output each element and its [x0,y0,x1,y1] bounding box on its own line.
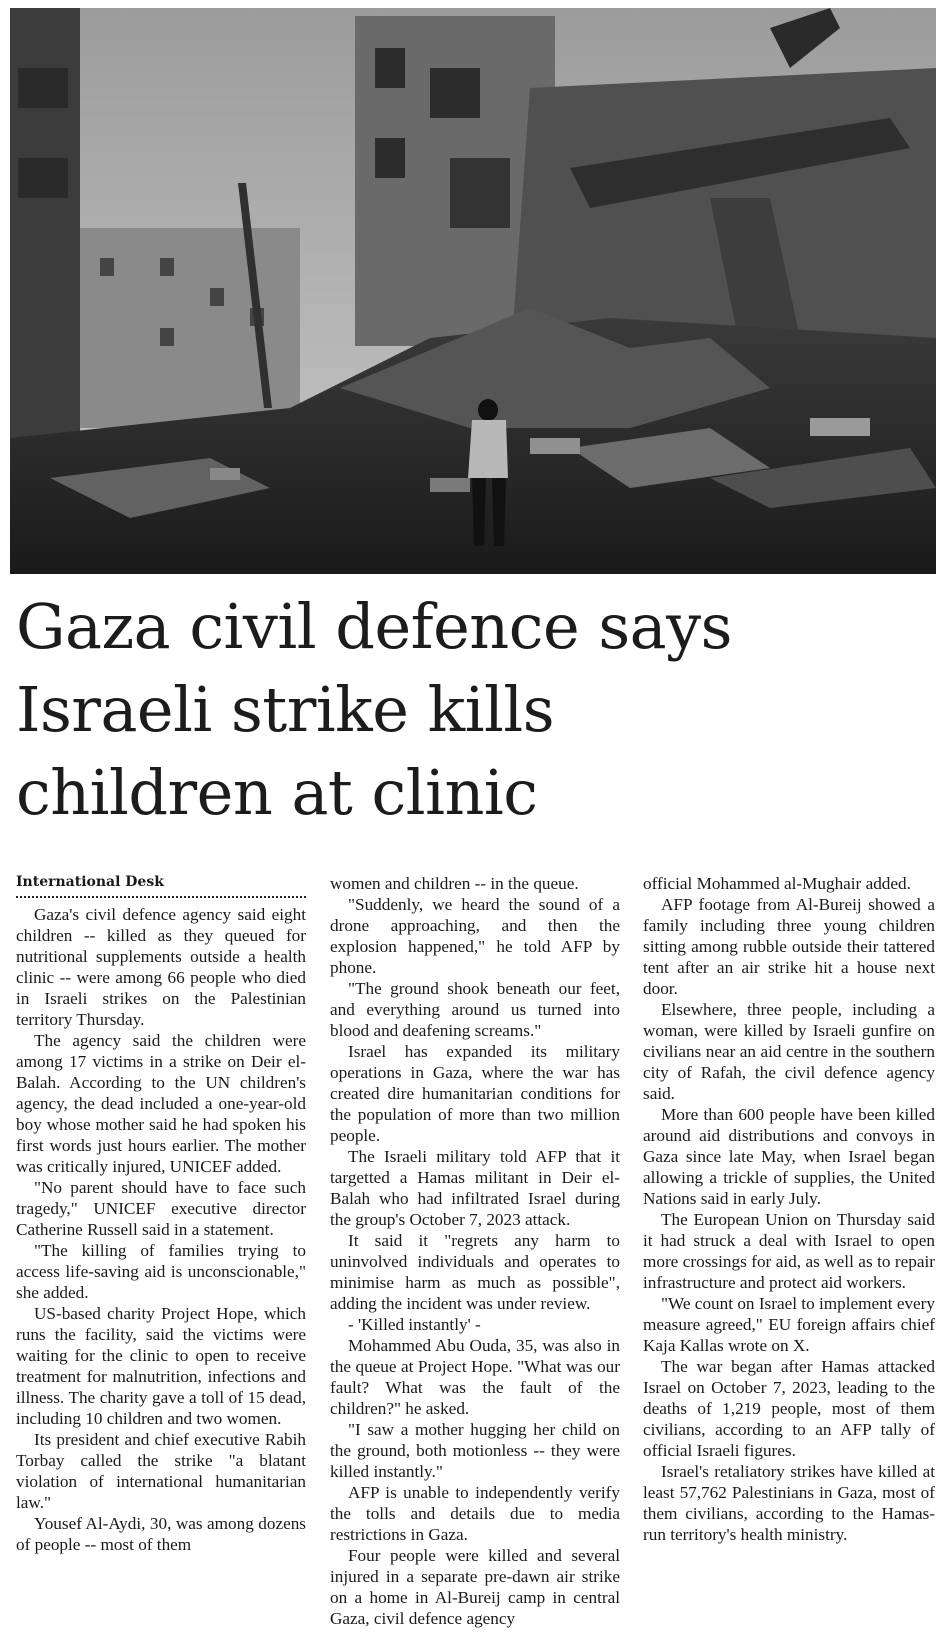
subheading: - 'Killed instantly' - [348,1315,481,1334]
paragraph: The agency said the children were among 17 victims in a strike on Deir el-Balah. According to the UN children's agency, the dead included a one-year-old boy whose mother said he had spoken his first words just hours earlier. The mother was critically injured, UNICEF added. [16,1031,306,1176]
article-column-2 [330,873,620,1629]
paragraph: Israel's retaliatory strikes have killed at least 57,762 Palestinians in Gaza, most of them civilians, according to the Hamas-run territory's health ministry. [643,1462,935,1544]
paragraph: Its president and chief executive Rabih Torbay called the strike "a blatant violation of international humanitarian law." [16,1430,306,1512]
headline-line: children at clinic [16,756,538,829]
paragraph: US-based charity Project Hope, which runs the facility, said the victims were waiting for the clinic to open to receive treatment for malnutrition, infections and illness. The charity gave a toll of 15 dead, including 10 children and two women. [16,1304,306,1428]
paragraph: Mohammed Abu Ouda, 35, was also in the queue at Project Hope. "What was our fault? What was the fault of the children?" he asked. [330,1336,620,1418]
headline-line: Gaza civil defence says [16,590,732,663]
paragraph: AFP footage from Al-Bureij showed a family including three young children sitting among rubble outside their tattered tent after an air strike hit a house next door. [643,895,935,998]
paragraph: Four people were killed and several injured in a separate pre-dawn air strike on a home in Al-Bureij camp in central Gaza, civil defence agency [330,1546,620,1628]
paragraph: "We count on Israel to implement every measure agreed," EU foreign affairs chief Kaja Kallas wrote on X. [643,1294,935,1355]
rubble-photo-icon [10,8,936,574]
paragraph: It said it "regrets any harm to uninvolved individuals and operates to minimise harm as much as possible", adding the incident was under review. [330,1231,620,1313]
paragraph: The war began after Hamas attacked Israel on October 7, 2023, leading to the deaths of 1,219 people, most of them civilians, according to an AFP tally of official Israeli figures. [643,1357,935,1460]
article-photo [10,8,936,574]
paragraph: "The ground shook beneath our feet, and everything around us turned into blood and deafening screams." [330,979,620,1040]
paragraph: "No parent should have to face such tragedy," UNICEF executive director Catherine Russell said in a statement. [16,1178,306,1239]
paragraph: More than 600 people have been killed around aid distributions and convoys in Gaza since late May, when Israel began allowing a trickle of supplies, the United Nations said in early July. [643,1105,935,1208]
paragraph: official Mohammed al-Mughair added. [643,874,911,893]
paragraph: Israel has expanded its military operations in Gaza, where the war has created dire humanitarian conditions for the population of more than two million people. [330,1042,620,1145]
paragraph: AFP is unable to independently verify the tolls and details due to media restrictions in Gaza. [330,1483,620,1544]
paragraph: "I saw a mother hugging her child on the ground, both motionless -- they were killed instantly." [330,1420,620,1481]
paragraph: Yousef Al-Aydi, 30, was among dozens of people -- most of them [16,1514,306,1554]
paragraph: "The killing of families trying to access life-saving aid is unconscionable," she added. [16,1241,306,1302]
article-column-1 [16,873,306,1555]
paragraph: "Suddenly, we heard the sound of a drone approaching, and then the explosion happened," he told AFP by phone. [330,895,620,977]
article-column-3 [643,873,935,1545]
paragraph: Gaza's civil defence agency said eight children -- killed as they queued for nutritional supplements outside a health clinic -- were among 66 people who died in Israeli strikes on the Palestinian territory Thursday. [16,905,306,1029]
paragraph: The European Union on Thursday said it had struck a deal with Israel to open more crossings for aid, as well as to repair infrastructure and protect aid workers. [643,1210,935,1292]
paragraph: Elsewhere, three people, including a woman, were killed by Israeli gunfire on civilians near an aid centre in the southern city of Rafah, the civil defence agency said. [643,1000,935,1103]
headline [16,585,931,834]
paragraph: The Israeli military told AFP that it targetted a Hamas militant in Deir el-Balah who had infiltrated Israel during the group's October 7, 2023 attack. [330,1147,620,1229]
byline: International Desk [16,873,306,898]
headline-line: Israeli strike kills [16,673,555,746]
paragraph: women and children -- in the queue. [330,874,579,893]
